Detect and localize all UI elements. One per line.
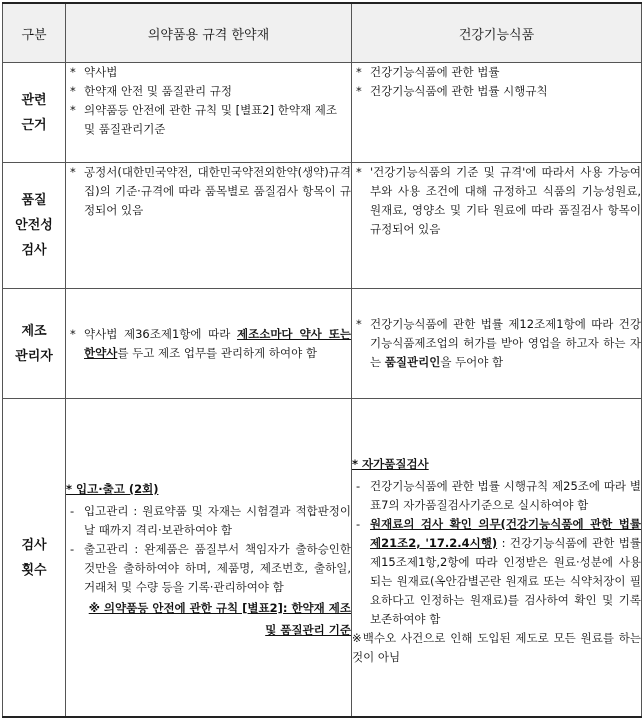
raw-material-check-duty: 원재료의 검사 확인 의무(건강기능식품에 관한 법률 제21조2, '17.2.4시행) bbox=[370, 516, 641, 550]
row-legal-basis bbox=[3, 63, 642, 163]
list-item: * '건강기능식품의 기준 및 규격'에 따라서 사용 가능여부와 사용 조건에 대해 규정하고 식품의 기능성원료, 원재료, 영양소 및 기타 원료에 따라 품질검사 항목이 규정되어 있음 bbox=[352, 163, 641, 239]
row-manufacturing-manager bbox=[3, 289, 642, 399]
row-quality-safety bbox=[3, 163, 642, 289]
list-item: * 공정서(대한민국약전, 대한민국약전외한약(생약)규격집)의 기준·규격에 따라 품목별로 품질검사 항목이 규정되어 있음 bbox=[66, 163, 351, 220]
list-item: * 약사법 제36조제1항에 따라 제조소마다 약사 또는 한약사를 두고 제조 업무를 관리하게 하여야 함 bbox=[66, 325, 351, 363]
list-item: * 건강기능식품에 관한 법률 제12조제1항에 따라 건강기능식품제조업의 허가를 받아 영업을 하고자 하는 자는 품질관리인을 두어야 함 bbox=[352, 315, 641, 372]
list-item: - 출고관리 : 완제품은 품질부서 책임자가 출하승인한 것만을 출하하여야 하며, 제품명, 제조번호, 출하일, 거래처 및 수량 등을 기록·관리하여야 함 bbox=[66, 540, 351, 597]
footnote: ※백수오 사건으로 인해 도입된 제도로 모든 원료를 하는 것이 아님 bbox=[352, 630, 641, 664]
legal-basis-health-food bbox=[352, 63, 642, 163]
quality-safety-health-food bbox=[352, 163, 642, 289]
list-item: - 원재료의 검사 확인 의무(건강기능식품에 관한 법률 제21조2, '17.2.4시행) : 건강기능식품에 관한 법률 제15조제1항,2항에 따라 인정받은 원료·성분에 사용되는 원재료(옥안감별곤란 원재료 또는 식약처장이 필요하다고 인정하는 원재료)를 검사하여 확인 및 기록 보존하여야 함 bbox=[352, 515, 641, 629]
list-item: * 건강기능식품에 관한 법률 bbox=[352, 63, 641, 82]
inspection-frequency-herbal bbox=[66, 399, 352, 718]
inbound-outbound-heading: * 입고·출고 (2회) bbox=[66, 482, 159, 496]
self-inspection-heading: * 자가품질검사 bbox=[352, 456, 429, 471]
header-row bbox=[3, 3, 642, 63]
category-inspection-frequency: 검사 횟수 bbox=[3, 399, 66, 718]
category-quality-safety: 품질 안전성 검사 bbox=[3, 163, 66, 289]
reference-note: ※ 의약품등 안전에 관한 규칙 [별표2]: 한약재 제조 및 품질관리 기준 bbox=[88, 601, 351, 637]
list-item: - 입고관리 : 원료약품 및 자재는 시험결과 적합판정이 날 때까지 격리·보관하여야 함 bbox=[66, 502, 351, 540]
list-item: * 한약재 안전 및 품질관리 규정 bbox=[66, 82, 351, 101]
manufacturing-manager-health-food bbox=[352, 289, 642, 399]
list-item: * 의약품등 안전에 관한 규칙 및 [별표2] 한약재 제조 및 품질관리기준 bbox=[66, 101, 351, 139]
header-category: 구분 bbox=[3, 3, 66, 63]
list-item: * 건강기능식품에 관한 법률 시행규칙 bbox=[352, 82, 641, 101]
legal-basis-herbal bbox=[66, 63, 352, 163]
row-inspection-frequency bbox=[3, 399, 642, 718]
quality-safety-herbal bbox=[66, 163, 352, 289]
list-item: * 약사법 bbox=[66, 63, 351, 82]
header-herbal-medicine: 의약품용 규격 한약재 bbox=[66, 3, 352, 63]
header-health-food: 건강기능식품 bbox=[352, 3, 642, 63]
inspection-frequency-health-food bbox=[352, 399, 642, 718]
manufacturing-manager-herbal bbox=[66, 289, 352, 399]
category-manufacturing-manager: 제조 관리자 bbox=[3, 289, 66, 399]
list-item: - 건강기능식품에 관한 법률 시행규칙 제25조에 따라 별표7의 자가품질검사기준으로 실시하여야 함 bbox=[352, 477, 641, 515]
pharmacist-requirement: 제조소마다 약사 또는 한약사 bbox=[84, 326, 351, 360]
comparison-table bbox=[2, 2, 642, 718]
quality-manager-term: 품질관리인 bbox=[384, 355, 441, 369]
category-legal-basis: 관련 근거 bbox=[3, 63, 66, 163]
